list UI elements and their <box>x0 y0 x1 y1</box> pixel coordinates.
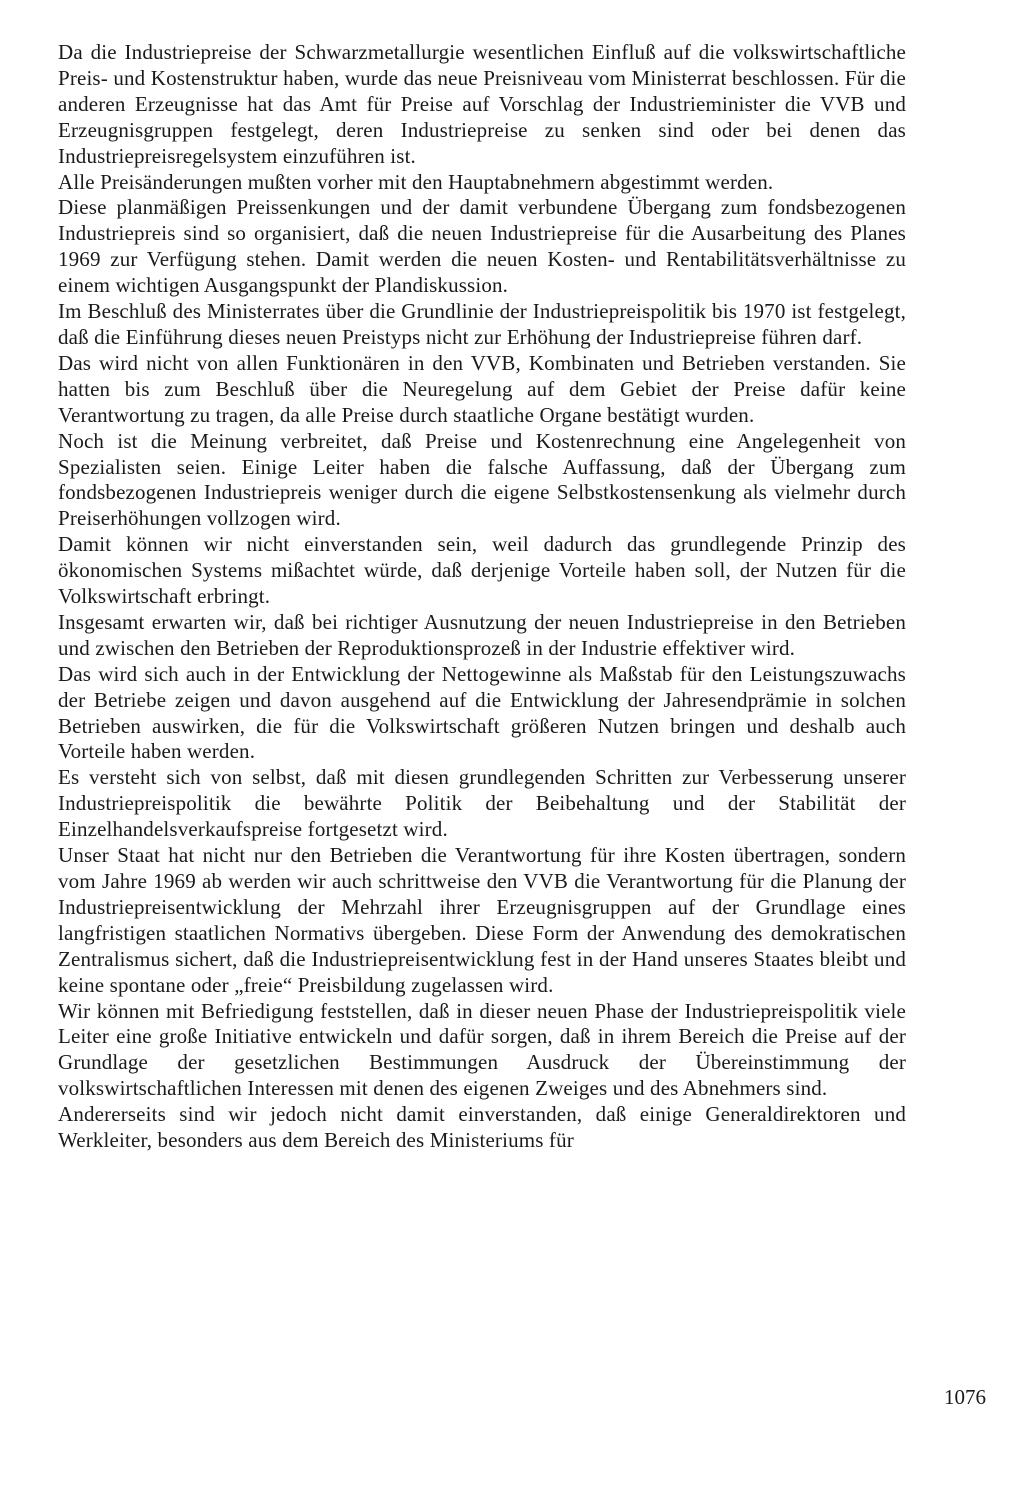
paragraph: Im Beschluß des Ministerrates über die Grundlinie der Industriepreispolitik bis 1970 ist festgelegt, daß die Einführung dieses neuen Preistyps nicht zur Erhöhung der Industriepreise führen darf. <box>58 299 906 349</box>
paragraph: Noch ist die Meinung verbreitet, daß Preise und Kostenrechnung eine Angelegenheit von Spezialisten seien. Einige Leiter haben die falsche Auffassung, daß der Übergang zum fondsbezogenen Industriepreis weniger durch die eigene Selbstkostensenkung als vielmehr durch Preiserhöhungen vollzogen wird. <box>58 428 906 531</box>
paragraph: Wir können mit Befriedigung feststellen, daß in dieser neuen Phase der Industriepreispolitik viele Leiter eine große Initiative entwickeln und dafür sorgen, daß in ihrem Bereich die Preise auf der Grundlage der gesetzlichen Bestimmungen Ausdruck der Übereinstimmung der volkswirtschaftlichen Interessen mit denen des eigenen Zweiges und des Abnehmers sind. <box>58 998 906 1101</box>
paragraph: Unser Staat hat nicht nur den Betrieben die Verantwortung für ihre Kosten übertragen, sondern vom Jahre 1969 ab werden wir auch schrittweise den VVB die Verantwortung für die Planung der Industriepreisentwicklung der Mehrzahl ihrer Erzeugnisgruppen auf der Grundlage eines langfristigen staatlichen Normativs übergeben. Diese Form der Anwendung des demokratischen Zentralismus sichert, daß die Industriepreisentwicklung fest in der Hand unseres Staates bleibt und keine spontane oder „freie“ Preisbildung zugelassen wird. <box>58 843 906 997</box>
paragraph: Das wird sich auch in der Entwicklung der Nettogewinne als Maßstab für den Leistungszuwachs der Betriebe zeigen und davon ausgehend auf die Entwicklung der Jahresendprämie in solchen Betrieben auswirken, die für die Volkswirtschaft größeren Nutzen bringen und deshalb auch Vorteile haben werden. <box>58 661 906 764</box>
page-number: 1076 <box>944 1385 986 1409</box>
paragraph: Andererseits sind wir jedoch nicht damit einverstanden, daß einige Generaldirektoren und Werkleiter, besonders aus dem Bereich des Ministeriums für <box>58 1102 906 1153</box>
body-text <box>58 40 906 1154</box>
paragraph: Diese planmäßigen Preissenkungen und der damit verbundene Übergang zum fondsbezogenen Industriepreis sind so organisiert, daß die neuen Industriepreise für die Ausarbeitung des Planes 1969 zur Verfügung stehen. Damit werden die neuen Kosten- und Rentabilitätsverhältnisse zu einem wichtigen Ausgangspunkt der Plandiskussion. <box>58 195 906 298</box>
paragraph: Insgesamt erwarten wir, daß bei richtiger Ausnutzung der neuen Industriepreise in den Betrieben und zwischen den Betrieben der Reproduktionsprozeß in der Industrie effektiver wird. <box>58 609 906 660</box>
paragraph: Alle Preisänderungen mußten vorher mit den Hauptabnehmern abgestimmt werden. <box>58 169 774 194</box>
paragraph: Da die Industriepreise der Schwarzmetallurgie wesentlichen Einfluß auf die volkswirtschaftliche Preis- und Kostenstruktur haben, wurde das neue Preisniveau vom Ministerrat beschlossen. Für die anderen Erzeugnisse hat das Amt für Preise auf Vorschlag der Industrieminister die VVB und Erzeugnisgruppen festgelegt, deren Industriepreise zu senken sind oder bei denen das Industriepreisregelsystem einzuführen ist. <box>58 40 906 168</box>
paragraph: Damit können wir nicht einverstanden sein, weil dadurch das grundlegende Prinzip des ökonomischen Systems mißachtet würde, daß derjenige Vorteile haben soll, der Nutzen für die Volkswirtschaft erbringt. <box>58 532 906 609</box>
paragraph: Das wird nicht von allen Funktionären in den VVB, Kombinaten und Betrieben verstanden. Sie hatten bis zum Beschluß über die Neuregelung auf dem Gebiet der Preise dafür keine Verantwortung zu tragen, da alle Preise durch staatliche Organe bestätigt wurden. <box>58 350 906 427</box>
paragraph: Es versteht sich von selbst, daß mit diesen grundlegenden Schritten zur Verbesserung unserer Industriepreispolitik die bewährte Politik der Beibehaltung und der Stabilität der Einzelhandelsverkaufspreise fortgesetzt wird. <box>58 765 906 842</box>
